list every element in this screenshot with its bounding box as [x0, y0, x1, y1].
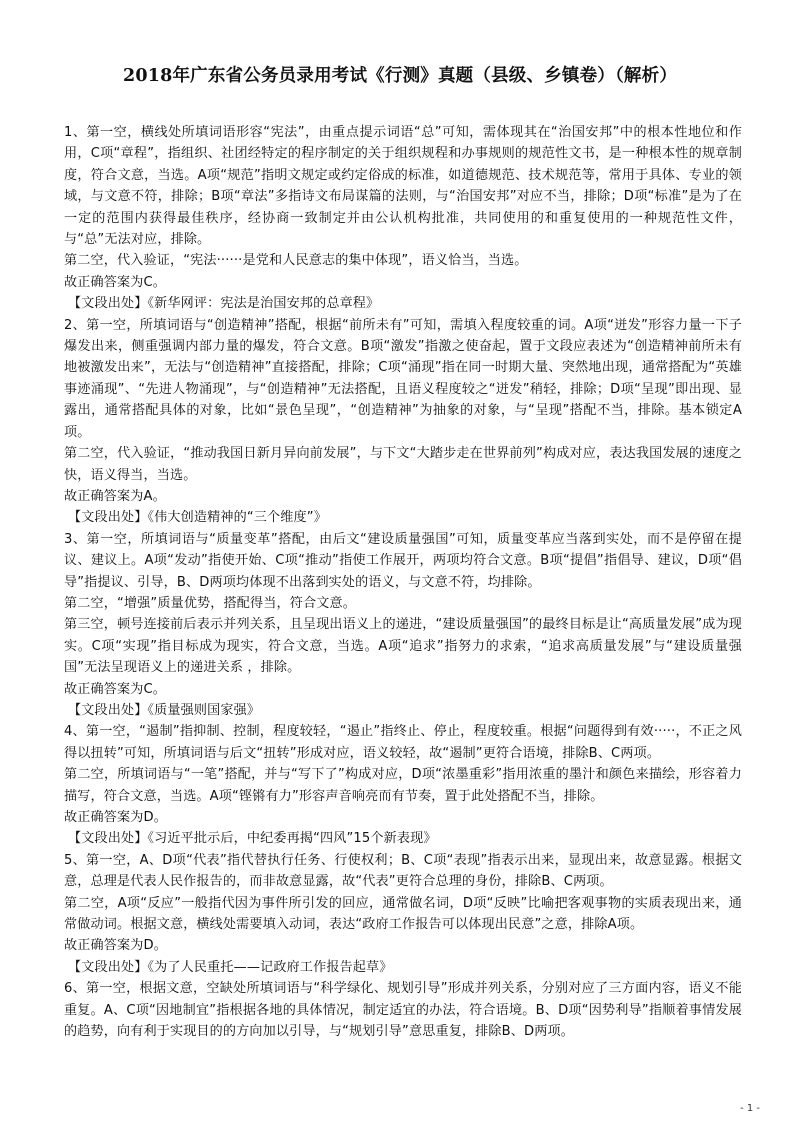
paragraph: 4、第一空，“遏制”指抑制、控制，程度较轻，“遏止”指终止、停止，程度较重。根据“问题得到有效·····，不正之风得以扭转”可知，所填词语与后文“扭转”形成对应，语义较轻，故“遏制”更符合语境，排除B、C两项。 — [64, 724, 742, 761]
paragraph: 第二空，“增强”质量优势，搭配得当，符合文意。 — [64, 595, 356, 611]
paragraph: 第二空，所填词语与“一笔”搭配，并与“写下了”构成对应，D项“浓墨重彩”指用浓重的墨汁和颜色来描绘，形容着力描写，符合文意，当选。A项“铿锵有力”形容声音响亮而有节奏，置于此处搭配不当，排除。 — [64, 767, 742, 804]
paragraph: 第二空，A项“反应”一般指代因为事件所引发的回应，通常做名词，D项“反映”比喻把客观事物的实质表现出来，通常做动词。根据文意，横线处需要填入动词，表达“政府工作报告可以体现出民意”之意，排除A项。 — [64, 895, 742, 933]
source-line: 【文段出处】《习近平批示后，中纪委再揭“四风”15个新表现》 — [68, 831, 437, 847]
paragraph: 第二空，代入验证，“宪法······是党和人民意志的集中体现”，语义恰当，当选。 — [64, 253, 528, 269]
source-line: 【文段出处】《伟大创造精神的“三个维度”》 — [68, 510, 327, 526]
answer-line: 故正确答案为A。 — [64, 488, 166, 504]
page-number: - 1 - — [740, 1103, 760, 1114]
answer-line: 故正确答案为C。 — [64, 274, 166, 290]
source-line: 【文段出处】《为了人民重托——记政府工作报告起草》 — [68, 959, 393, 975]
paragraph: 6、第一空，根据文意，空缺处所填词语与“科学绿化、规划引导”形成并列关系，分别对应了三方面内容，语义不能重复。A、C项“因地制宜”指根据各地的具体情况，制定适宜的办法，符合语境。B、D项“因势利导”指顺着事情发展的趋势，向有利于实现目的的方向加以引导，与“规划引导”意思重复，排除B、D两项。 — [64, 981, 742, 1040]
paragraph: 3、第一空，所填词语与“质量变革”搭配，由后文“建设质量强国”可知，质量变革应当落到实处，而不是停留在提议、建议上。A项“发动”指使开始、C项“推动”指使工作展开，两项均符合文意。B项“提倡”指倡导、建议，D项“倡导”指提议、引导，B、D两项均体现不出落到实处的语义，与文意不符，均排除。 — [64, 531, 742, 590]
answer-line: 故正确答案为C。 — [64, 681, 166, 697]
page-title: 2018年广东省公务员录用考试《行测》真题（县级、乡镇卷）（解析） — [122, 66, 678, 86]
paragraph: 1、第一空，横线处所填词语形容“宪法”，由重点提示词语“总”可知，需体现其在“治国安邦”中的根本性地位和作用，C项“章程”，指组织、社团经特定的程序制定的关于组织规程和办事规则的规范性文书，是一种根本性的规章制度，符合文意，当选。A项“规范”指明文规定或约定俗成的标准，如道德规范、技术规范等，常用于具体、专业的领域，与文意不符，排除；B项“章法”多指诗文布局谋篇的法则，与“治国安邦”对应不当，排除；D项“标准”是为了在一定的范围内获得最佳秩序，经协商一致制定并由公认机构批准，共同使用的和重复使用的一种规范性文件，与“总”无法对应，排除。 — [64, 125, 742, 248]
paragraph: 第二空，代入验证，“推动我国日新月异向前发展”，与下文“大踏步走在世界前列”构成对应，表达我国发展的速度之快，语义得当，当选。 — [64, 446, 742, 483]
analysis-body — [64, 122, 742, 1042]
source-line: 【文段出处】《新华网评：宪法是治国安邦的总章程》 — [68, 296, 380, 312]
paragraph: 5、第一空，A、D项“代表”指代替执行任务、行使权利；B、C项“表现”指表示出来，显现出来，故意显露。根据文意，总理是代表人民作报告的，而非故意显露，故“代表”更符合总理的身份，排除B、C两项。 — [64, 852, 742, 890]
answer-line: 故正确答案为D。 — [64, 810, 167, 825]
paragraph: 第三空，顿号连接前后表示并列关系，且呈现出语义上的递进，“建设质量强国”的最终目标是让“高质量发展”成为现实。C项“实现”指目标成为现实，符合文意，当选。A项“追求”指努力的求索，“追求高质量发展”与“建设质量强国”无法呈现语义上的递进关系 ，排除。 — [64, 617, 742, 676]
paragraph: 2、第一空，所填词语与“创造精神”搭配，根据“前所未有”可知，需填入程度较重的词。A项“迸发”形容力量一下子爆发出来，侧重强调内部力量的爆发，符合文意。B项“激发”指激之使奋起，置于文段应表述为“创造精神前所未有地被激发出来”，无法与“创造精神”直接搭配，排除；C项“涌现”指在同一时期大量、突然地出现，通常搭配为“英雄事迹涌现”、“先进人物涌现”，与“创造精神”无法搭配，且语义程度较之“迸发”稍轻，排除；D项“呈现”即出现、显露出，通常搭配具体的对象，比如“景色呈现”，“创造精神”为抽象的对象，与“呈现”搭配不当，排除。基本锁定A项。 — [64, 317, 742, 440]
answer-line: 故正确答案为D。 — [64, 938, 167, 954]
source-line: 【文段出处】《质量强则国家强》 — [68, 702, 261, 718]
